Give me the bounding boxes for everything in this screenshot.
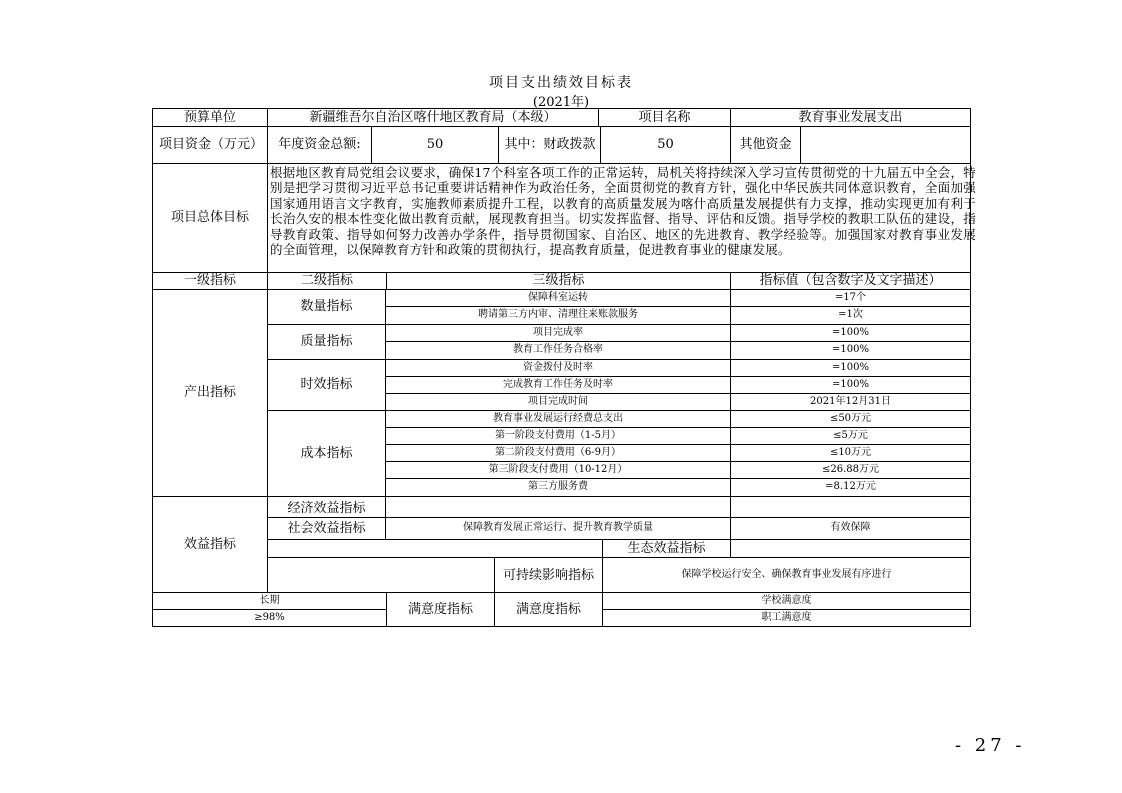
indicator-value: =8.12万元: [825, 481, 876, 493]
indicator-name: 完成教育工作任务及时率: [503, 378, 613, 390]
indicator-name: 教育事业发展运行经费总支出: [493, 412, 623, 424]
economic-benefit-label: 经济效益指标: [287, 500, 366, 516]
indicator-value: =100%: [832, 326, 869, 338]
cost-label: 成本指标: [300, 445, 353, 461]
project-name-label: 项目名称: [638, 109, 691, 125]
project-name-value: 教育事业发展支出: [798, 109, 903, 125]
social-benefit-label: 社会效益指标: [287, 520, 366, 536]
indicator-value: 2021年12月31日: [810, 395, 891, 407]
social-benefit-value: 有效保障: [830, 522, 871, 534]
col-level1: 一级指标: [183, 273, 236, 289]
annual-total-value: 50: [426, 137, 444, 153]
indicator-value: =100%: [832, 378, 869, 390]
other-funds-value: [801, 127, 970, 163]
col-value: 指标值（包含数字及文字描述）: [759, 273, 942, 289]
page-year: (2021年): [532, 95, 590, 110]
satisfaction-label-2: 满意度指标: [515, 601, 581, 617]
indicator-value: =100%: [832, 344, 869, 356]
annual-total-label: 年度资金总额:: [278, 137, 361, 153]
fiscal-value: 50: [657, 137, 674, 153]
indicator-value: ≤5万元: [833, 429, 868, 441]
col-level3: 三级指标: [532, 273, 585, 289]
indicator-name: 保障科室运转: [528, 291, 588, 303]
funds-label: 项目资金（万元）: [158, 137, 263, 152]
long-term: 长期: [259, 594, 280, 606]
school-satisfaction-value: ≥98%: [254, 611, 285, 623]
staff-satisfaction-name: 职工满意度: [761, 611, 812, 623]
indicator-name: 项目完成率: [533, 326, 583, 338]
sustain-label: 可持续影响指标: [502, 568, 594, 583]
timeliness-label: 时效指标: [300, 377, 353, 393]
page-number: - 27 -: [955, 735, 1026, 756]
indicator-value: =1次: [838, 309, 863, 321]
social-benefit-name: 保障教育发展正常运行、提升教育教学质量: [463, 522, 653, 534]
quality-label: 质量指标: [300, 334, 353, 350]
other-funds-label: 其他资金: [739, 137, 792, 153]
fiscal-label: 其中：财政拨款: [504, 137, 596, 152]
goal-text: 根据地区教育局党组会议要求，确保17个科室各项工作的正常运转，局机关将持续深入学习宣传贯彻党的十九届五中全会，特别是把学习贯彻习近平总书记重要讲话精神作为政治任务，全面贯彻党的教育方针，强化中华民族共同体意识教育，全面加强国家通用语言文字教育，实施教师素质提升工程，以教育的高质量发展为喀什高质量发展提供有力支撑，推动实现更加有利于长治久安的根本性变化做出教育贡献，展现教育担当。切实发挥监督、指导、评估和反馈。指导学校的教职工队伍的建设，指导教育政策、指导如何努力改善办学条件，指导贯彻国家、自治区、地区的先进教育、教学经验等。加强国家对教育事业发展的全面管理，以保障教育方针和政策的贯彻执行，提高教育质量，促进教育事业的健康发展。: [270, 165, 976, 258]
satisfaction-label-1: 满意度指标: [407, 601, 473, 617]
quantity-label: 数量指标: [300, 299, 353, 315]
indicator-name: 第一阶段支付费用（1-5月）: [494, 429, 622, 441]
page-title: 项目支出绩效目标表: [489, 75, 633, 91]
indicator-name: 第三阶段支付费用（10-12月）: [488, 463, 628, 475]
output-label: 产出指标: [183, 385, 236, 401]
eco-benefit-label: 生态效益指标: [627, 540, 706, 556]
col-level2: 二级指标: [300, 273, 353, 289]
indicator-value: ≤10万元: [829, 446, 872, 458]
budget-unit-value: 新疆维吾尔自治区喀什地区教育局（本级）: [309, 109, 557, 125]
indicator-value: =17个: [834, 291, 867, 303]
budget-unit-label: 预算单位: [183, 109, 236, 125]
indicator-name: 聘请第三方内审、清理往来账款服务: [478, 309, 638, 321]
indicator-value: ≤26.88万元: [821, 463, 879, 475]
indicator-value: =100%: [832, 361, 869, 373]
indicator-name: 项目完成时间: [528, 395, 588, 407]
indicator-value: ≤50万元: [829, 412, 872, 424]
benefit-label: 效益指标: [183, 536, 236, 552]
indicator-name: 第三方服务费: [528, 481, 588, 493]
school-satisfaction-name: 学校满意度: [761, 594, 812, 606]
indicator-name: 资金拨付及时率: [523, 361, 593, 373]
sustain-name: 保障学校运行安全、确保教育事业发展有序进行: [681, 568, 892, 580]
goal-label: 项目总体目标: [170, 210, 249, 226]
indicator-name: 第二阶段支付费用（6-9月）: [494, 446, 622, 458]
indicator-name: 教育工作任务合格率: [513, 344, 603, 356]
